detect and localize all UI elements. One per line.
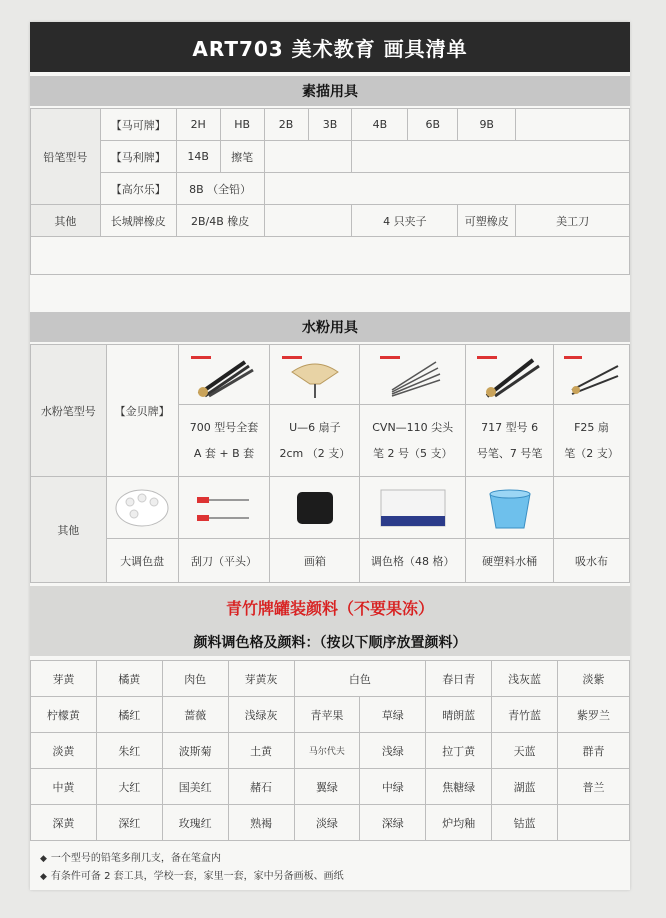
brush-label: 水粉笔型号 [31, 345, 107, 477]
paint-box-image [270, 477, 360, 539]
brush-caption: 700 型号全套 A 套 + B 套 [178, 405, 270, 477]
paint-color: 玫瑰红 [162, 805, 228, 841]
paint-color: 芽黄 [31, 661, 97, 697]
pencil-grade: 6B [408, 109, 458, 141]
paint-color: 国美红 [162, 769, 228, 805]
brand-name: 【高尔乐】 [100, 173, 176, 205]
paint-color: 青竹蓝 [492, 697, 558, 733]
paint-color: 芽黄灰 [228, 661, 294, 697]
sketch-heading: 素描用具 [30, 76, 630, 106]
color-tray-icon [373, 484, 453, 532]
water-bucket-icon [480, 484, 540, 532]
other-label: 其他 [31, 477, 107, 583]
paint-color: 炉均釉 [426, 805, 492, 841]
other-item: 硬塑料水桶 [466, 539, 554, 583]
water-bucket-image [466, 477, 554, 539]
pencil-label: 铅笔型号 [31, 109, 101, 205]
paint-color: 浅绿灰 [228, 697, 294, 733]
paint-color: 草绿 [360, 697, 426, 733]
brush-image [178, 345, 270, 405]
palette-knife-image [178, 477, 270, 539]
pencil-grade: 3B [308, 109, 352, 141]
brush-caption: F25 扇 笔（2 支） [554, 405, 630, 477]
note-item: ◆ 有条件可备 2 套工具，学校一套，家里一套，家中另备画板、画纸 [40, 871, 344, 882]
paint-color: 马尔代夫 [294, 733, 360, 769]
other-item: 刮刀（平头） [178, 539, 270, 583]
paint-color: 中绿 [360, 769, 426, 805]
paint-color: 蔷薇 [162, 697, 228, 733]
paint-color: 晴朗蓝 [426, 697, 492, 733]
sketch-item: 长城牌橡皮 [100, 205, 176, 237]
paint-color: 青苹果 [294, 697, 360, 733]
brush-set-icon [189, 350, 259, 400]
pencil-grade: 2B [264, 109, 308, 141]
paint-color: 焦糖绿 [426, 769, 492, 805]
notes [40, 850, 344, 886]
sketch-table [30, 108, 630, 275]
pencil-grade: 14B [176, 141, 220, 173]
paint-color: 深绿 [360, 805, 426, 841]
paint-color: 群青 [558, 733, 630, 769]
page-title: ART703 美术教育 画具清单 [30, 22, 630, 72]
brush-caption: 717 型号 6 号笔、7 号笔 [466, 405, 554, 477]
paint-subtitle: 颜料调色格及颜料：（按以下顺序放置颜料） [193, 635, 467, 651]
pencil-item: 擦笔 [220, 141, 264, 173]
palette-knife-icon [189, 486, 259, 530]
pencil-grade: 9B [458, 109, 516, 141]
paint-color: 橘黄 [96, 661, 162, 697]
paint-color: 淡紫 [558, 661, 630, 697]
pencil-grade: 8B （全铅） [176, 173, 264, 205]
paint-color: 普兰 [558, 769, 630, 805]
fan-brush-icon [280, 350, 350, 400]
paint-color: 浅绿 [360, 733, 426, 769]
palette-image [106, 477, 178, 539]
paint-table [30, 660, 630, 841]
paint-color: 朱红 [96, 733, 162, 769]
paint-color: 白色 [294, 661, 426, 697]
brush-image [466, 345, 554, 405]
paint-color: 浅灰蓝 [492, 661, 558, 697]
diamond-bullet-icon: ◆ [40, 854, 47, 864]
paint-color: 波斯菊 [162, 733, 228, 769]
sketch-item: 美工刀 [516, 205, 630, 237]
paint-color: 天蓝 [492, 733, 558, 769]
brand-name: 【马利牌】 [100, 141, 176, 173]
paint-color: 橘红 [96, 697, 162, 733]
pencil-grade: 4B [352, 109, 408, 141]
fan-brush-icon [562, 350, 622, 400]
brush-image [270, 345, 360, 405]
other-item: 大调色盘 [106, 539, 178, 583]
paint-color: 拉丁黄 [426, 733, 492, 769]
paint-color: 钴蓝 [492, 805, 558, 841]
paint-color: 深红 [96, 805, 162, 841]
brush-caption: CVN—110 尖头 笔 2 号（5 支） [360, 405, 466, 477]
paint-color: 淡黄 [31, 733, 97, 769]
gouache-table [30, 344, 630, 583]
other-item: 画箱 [270, 539, 360, 583]
other-label: 其他 [31, 205, 101, 237]
brush-caption: U—6 扇子 2cm （2 支） [270, 405, 360, 477]
other-item: 调色格（48 格） [360, 539, 466, 583]
paint-color: 淡绿 [294, 805, 360, 841]
brand-name: 【马可牌】 [100, 109, 176, 141]
pencil-grade: HB [220, 109, 264, 141]
gouache-heading: 水粉用具 [30, 312, 630, 342]
paint-color: 肉色 [162, 661, 228, 697]
brush-image [360, 345, 466, 405]
pointed-brush-icon [378, 350, 448, 400]
paint-color: 熟褐 [228, 805, 294, 841]
supply-list-sheet [30, 22, 630, 890]
other-item: 吸水布 [554, 539, 630, 583]
paint-color: 土黄 [228, 733, 294, 769]
brush-image [554, 345, 630, 405]
paint-color: 春日青 [426, 661, 492, 697]
paint-color: 中黄 [31, 769, 97, 805]
paint-color: 翼绿 [294, 769, 360, 805]
sketch-item: 4 只夹子 [352, 205, 458, 237]
pencil-grade: 2H [176, 109, 220, 141]
paint-color: 深黄 [31, 805, 97, 841]
brush-pair-icon [475, 350, 545, 400]
paint-color: 湖蓝 [492, 769, 558, 805]
note-item: ◆ 一个型号的铅笔多削几支，备在笔盒内 [40, 853, 221, 864]
diamond-bullet-icon: ◆ [40, 872, 47, 882]
paint-color: 柠檬黄 [31, 697, 97, 733]
color-tray-image [360, 477, 466, 539]
paint-box-icon [285, 486, 345, 530]
paint-brand-title: 青竹牌罐装颜料（不要果冻） [225, 599, 434, 618]
palette-icon [112, 486, 172, 530]
paint-color: 赭石 [228, 769, 294, 805]
brand-name: 【金贝牌】 [106, 345, 178, 477]
sketch-item: 可塑橡皮 [458, 205, 516, 237]
sketch-item: 2B/4B 橡皮 [176, 205, 264, 237]
paint-color: 大红 [96, 769, 162, 805]
paint-color: 紫罗兰 [558, 697, 630, 733]
